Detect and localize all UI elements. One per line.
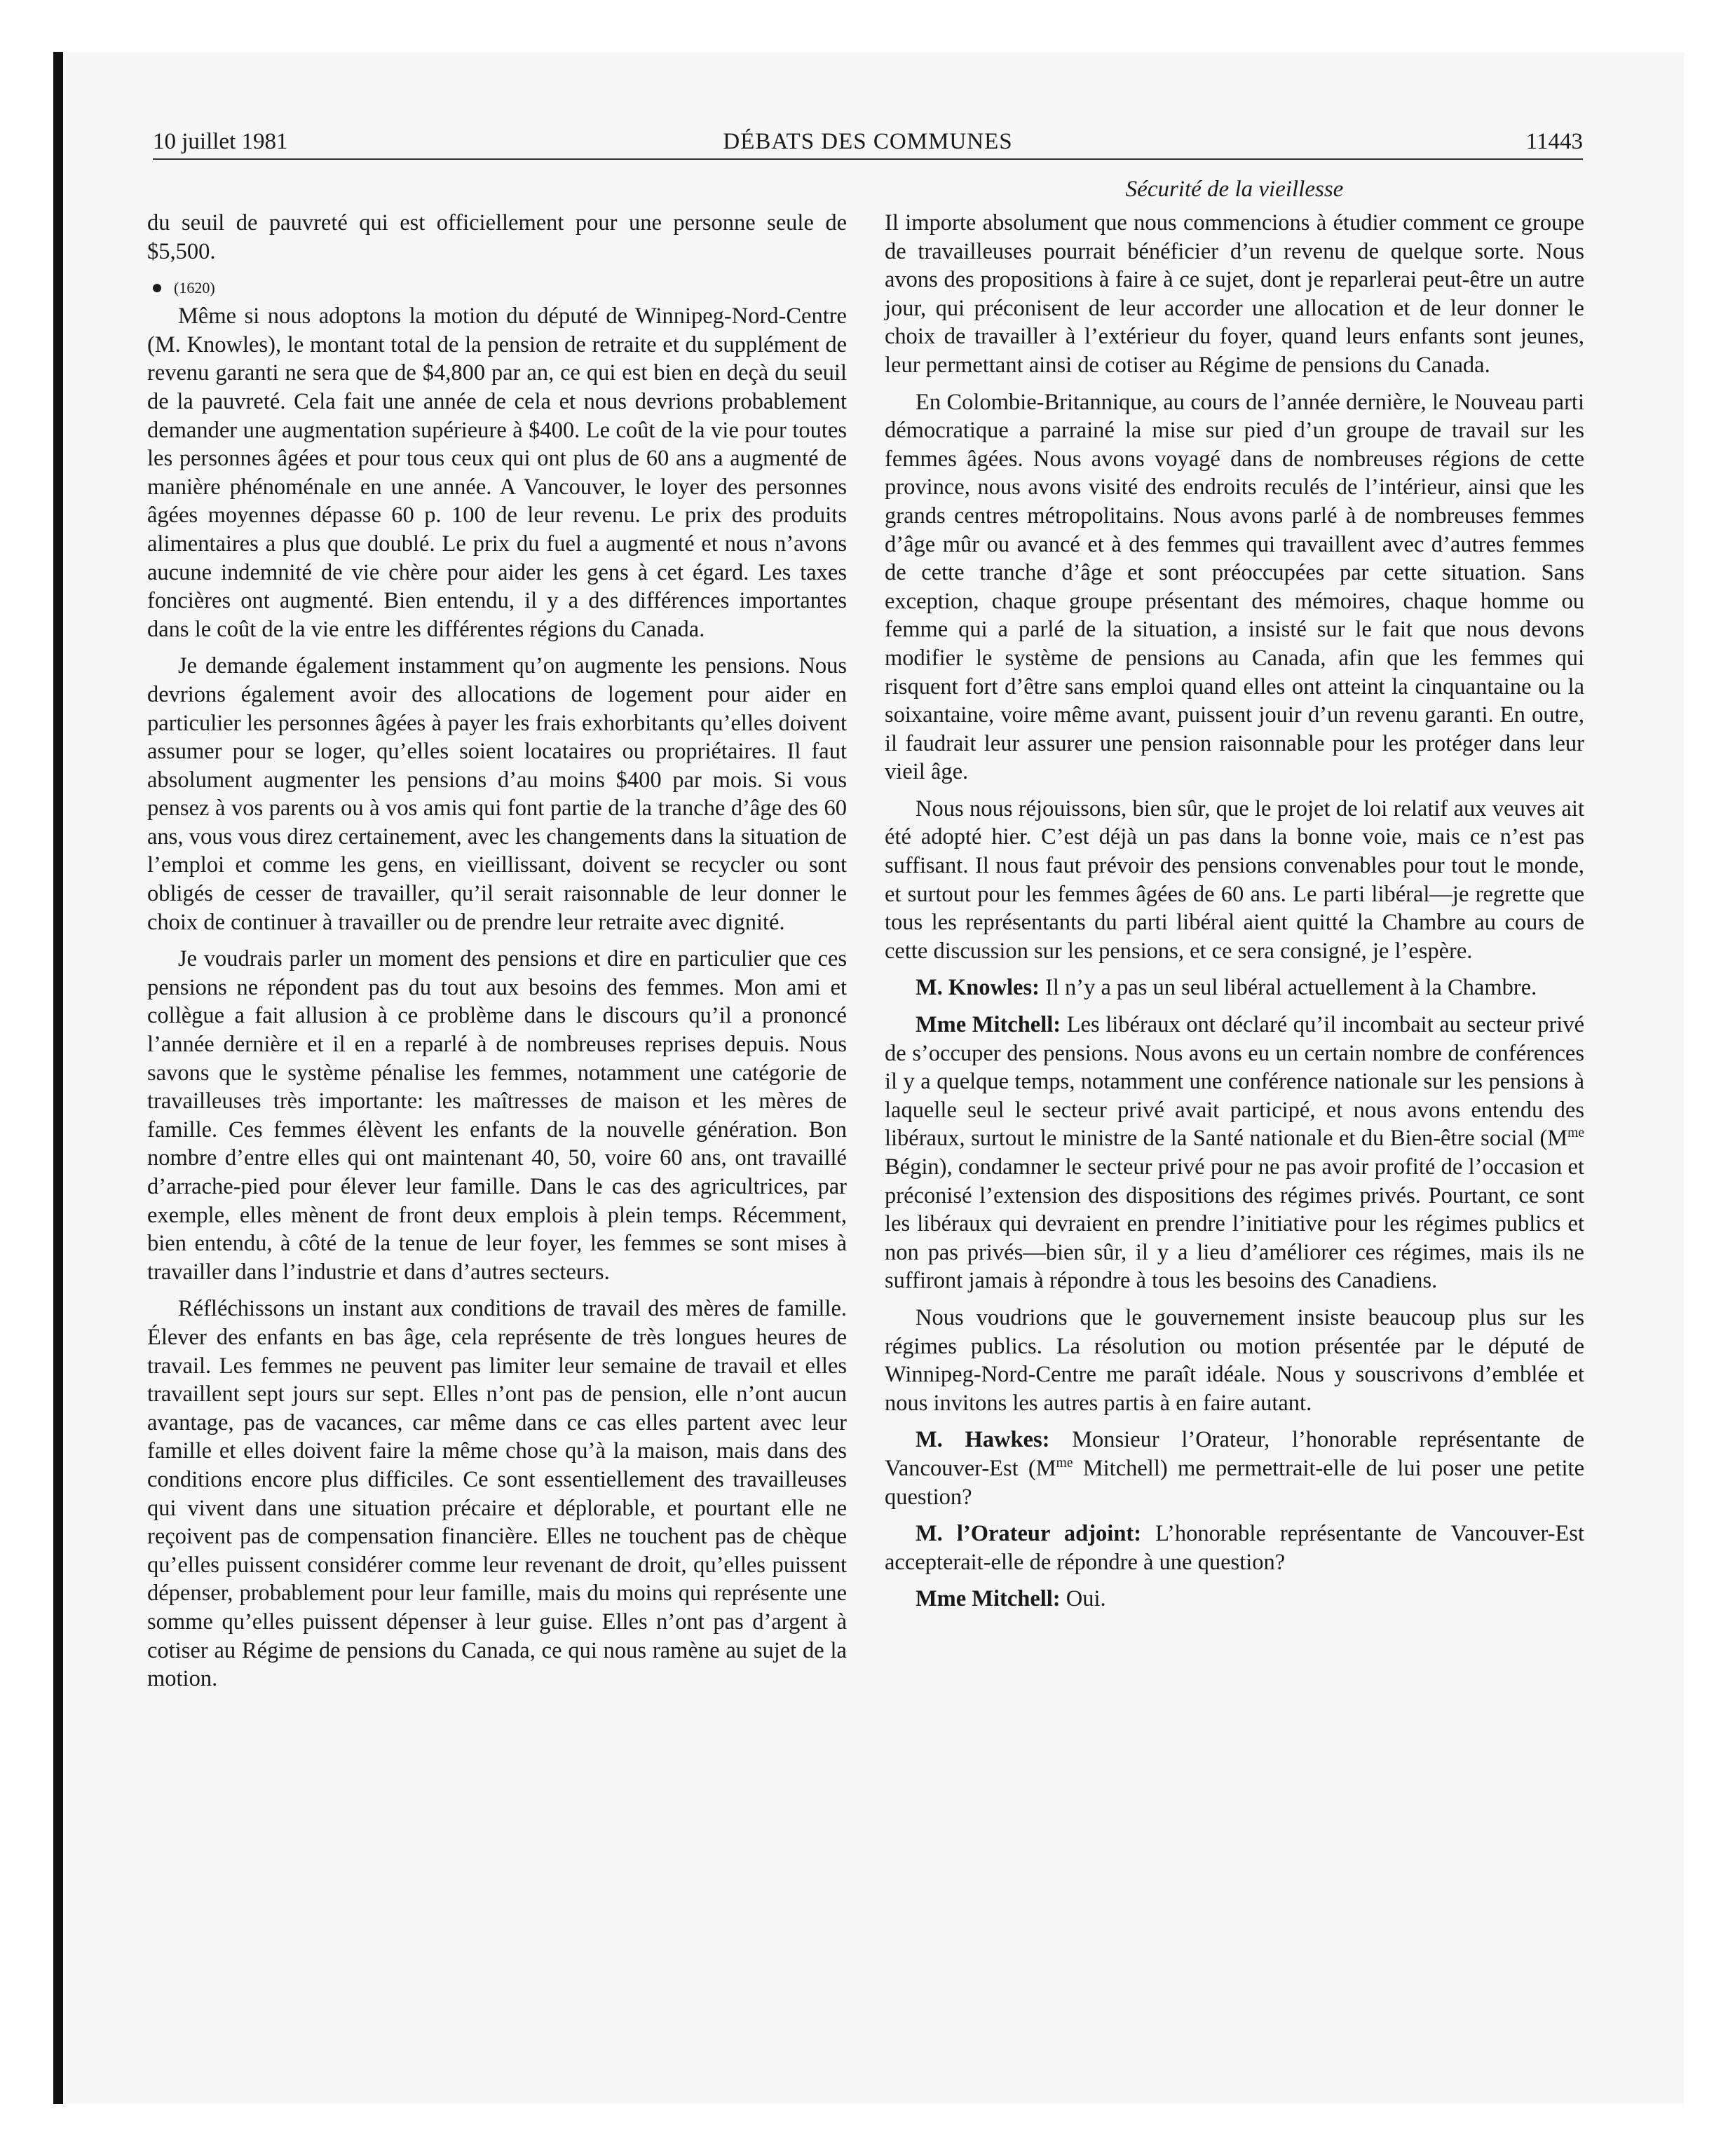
speech-text: L’honorable représentante de Vancouver-Est accepterait-elle de répondre à une question? [885, 1521, 1584, 1575]
paragraph: Je demande également instamment qu’on augmente les pensions. Nous devrions également avoir des allocations de logement pour aider en particulier les personnes âgées à payer les frais exhorbitants qu’elles doivent assumer pour se loger, qu’elles soient locataires ou propriétaires. Il faut absolument augmenter les pensions d’au moins $400 par mois. Si vous pensez à vos parents ou à vos amis qui font partie de la tranche d’âge des 60 ans, vous vous direz certainement, avec les changements dans la situation de l’emploi et comme les gens, en vieillissant, doivent se recycler ou sont obligés de cesser de travailler, qu’il serait raisonnable de leur donner le choix de continuer à travailler ou de prendre leur retraite avec dignité. [147, 653, 847, 935]
time-marker [153, 274, 847, 302]
right-column [885, 209, 1584, 1622]
speech-text: Monsieur l’Orateur, l’honorable représentante de Vancouver-Est (M [885, 1427, 1585, 1481]
paragraph: Réfléchissons un instant aux conditions de travail des mères de famille. Élever des enfants en bas âge, cela représente de très longues heures de travail. Les femmes ne peuvent pas limiter leur semaine de travail et elles travaillent sept jours sur sept. Elles n’ont pas de pension, elle n’ont aucun avantage, pas de vacances, car même dans ce cas elles partent avec leur famille et elles doivent faire la même chose qu’à la maison, mais dans des conditions encore plus difficiles. Ce sont essentiellement des travailleuses qui vivent dans une situation précaire et déplorable, et pourtant elle ne reçoivent pas de compensation financière. Elles ne touchent pas de chèque qu’elles puissent considérer comme leur revenant de droit, qu’elles puissent dépenser, probablement pour leur famille, mais du moins qui représente une somme qu’elles puissent dépenser à leur guise. Elles n’ont pas d’argent à cotiser au Régime de pensions du Canada, ce qui nous ramène au sujet de la motion. [147, 1296, 847, 1692]
speaker-name: Mme Mitchell: [916, 1012, 1061, 1038]
speech-mitchell-reply [885, 1585, 1584, 1613]
bullet-icon [153, 284, 161, 292]
speaker-name: Mme Mitchell: [916, 1586, 1061, 1612]
speaker-name: M. l’Orateur adjoint: [916, 1521, 1142, 1547]
header-title: DÉBATS DES COMMUNES [723, 129, 1013, 154]
speech-text: Les libéraux ont déclaré qu’il incombait au secteur privé de s’occuper des pensions. Nous avons eu un certain nombre de conférences il y a quelque temps, notamment une conférence nationale sur les pensions à laquelle seul le secteur privé avait participé, et nous avons entendu des libéraux, surtout le ministre de la Santé nationale et du Bien-être social (M [885, 1012, 1584, 1152]
speech-orateur-adjoint [885, 1520, 1584, 1576]
paragraph: du seuil de pauvreté qui est officiellement pour une personne seule de $5,500. [147, 210, 847, 264]
speaker-name: M. Knowles: [916, 975, 1040, 1001]
paragraph: Même si nous adoptons la motion du député de Winnipeg-Nord-Centre (M. Knowles), le montant total de la pension de retraite et du supplément de revenu garanti ne sera que de $4,800 par an, ce qui est bien en deçà du seuil de la pauvreté. Cela fait une année de cela et nous devrions probablement demander une augmentation supérieure à $400. Le coût de la vie pour toutes les personnes âgées et pour tous ceux qui ont plus de 60 ans a augmenté de manière phénoménale en une année. A Vancouver, le loyer des personnes âgées moyennes dépasse 60 p. 100 de leur revenu. Le prix des produits alimentaires a plus que doublé. Le prix du fuel a augmenté et nous n’avons aucune indemnité de vie chère pour aider les gens à cet égard. Les taxes foncières ont augmenté. Bien entendu, il y a des différences importantes dans le coût de la vie entre les différentes régions du Canada. [147, 303, 847, 642]
speech-text: Il n’y a pas un seul libéral actuellement à la Chambre. [1039, 975, 1537, 1001]
speech-text: Bégin), condamner le secteur privé pour ne pas avoir profité de l’occasion et préconisé l’extension des dispositions des régimes privés. Pourtant, ce sont les libéraux qui devraient en prendre l’initiative pour les régimes publics et non pas privés—bien sûr, il y a lieu d’améliorer ces régimes, mais ils ne suffiront jamais à répondre à tous les besoins des Canadiens. [885, 1154, 1584, 1294]
paragraph: Nous voudrions que le gouvernement insiste beaucoup plus sur les régimes publics. La résolution ou motion présentée par le député de Winnipeg-Nord-Centre me paraît idéale. Nous y souscrivons d’emblée et nous invitons les autres partis à en faire autant. [885, 1304, 1584, 1416]
paragraph: Il importe absolument que nous commencions à étudier comment ce groupe de travailleuses pourrait bénéficier d’un revenu de quelque sorte. Nous avons des propositions à faire à ce sujet, dont je reparlerai peut-être un autre jour, qui préconisent de leur accorder une allocation et de leur donner le choix de travailler à l’extérieur du foyer, quand leurs enfants sont jeunes, leur permettant ainsi de cotiser au Régime de pensions du Canada. [885, 210, 1584, 378]
time-marker-label: (1620) [174, 279, 215, 297]
speech-mitchell [885, 1011, 1584, 1295]
section-title: Sécurité de la vieillesse [1125, 177, 1344, 202]
speech-hawkes [885, 1426, 1584, 1511]
speech-text: Oui. [1060, 1586, 1106, 1612]
speaker-name: M. Hawkes: [916, 1427, 1050, 1453]
superscript: me [1056, 1456, 1073, 1471]
page-header [153, 128, 1583, 160]
header-date: 10 juillet 1981 [153, 129, 288, 154]
left-column [147, 209, 847, 1702]
paragraph: En Colombie-Britannique, au cours de l’année dernière, le Nouveau parti démocratique a parrainé la mise sur pied d’un groupe de travail sur les femmes âgées. Nous avons voyagé dans de nombreuses régions de cette province, nous avons visité des endroits reculés de l’intérieur, ainsi que les grands centres métropolitains. Nous avons parlé à de nombreuses femmes d’âge mûr ou avancé et à des femmes qui travaillent avec d’autres femmes de cette tranche d’âge et sont préoccupées par cette situation. Sans exception, chaque groupe présentant des mémoires, chaque homme ou femme qui a parlé de la situation, a insisté sur le fait que nous devons modifier le système de pensions au Canada, afin que les femmes qui risquent fort d’être sans emploi quand elles ont atteint la cinquantaine ou la soixantaine, voire même avant, puissent jouir d’un revenu garanti. En outre, il faudrait leur assurer une pension raisonnable pour les protéger dans leur vieil âge. [885, 389, 1584, 785]
speech-text: Mitchell) me permettrait-elle de lui poser une petite question? [885, 1455, 1585, 1510]
paragraph: Nous nous réjouissons, bien sûr, que le projet de loi relatif aux veuves ait été adopté hier. C’est déjà un pas dans la bonne voie, mais ce n’est pas suffisant. Il nous faut prévoir des pensions convenables pour tout le monde, et surtout pour les femmes âgées de 60 ans. Le parti libéral—je regrette que tous les représentants du parti libéral aient quitté la Chambre au cours de cette discussion sur les pensions, et ce sera consigné, je l’espère. [885, 796, 1584, 964]
page-number: 11443 [1525, 129, 1583, 154]
speech-knowles [885, 974, 1584, 1002]
paragraph: Je voudrais parler un moment des pensions et dire en particulier que ces pensions ne répondent pas du tout aux besoins des femmes. Mon ami et collègue a fait allusion à ce problème dans le discours qu’il a prononcé l’année dernière et il en a reparlé à de nombreuses reprises depuis. Nous savons que le système pénalise les femmes, notamment une catégorie de travailleuses très importante: les maîtresses de maison et les mères de famille. Ces femmes élèvent les enfants de la nouvelle génération. Bon nombre d’entre elles qui ont maintenant 40, 50, voire 60 ans, ont travaillé d’arrache-pied pour élever leur famille. Dans le cas des agricultrices, par exemple, elles mènent de front deux emplois à plein temps. Récemment, bien entendu, à côté de la tenue de leur foyer, les femmes se sont mises à travailler dans l’industrie et dans d’autres secteurs. [147, 946, 847, 1285]
superscript: me [1567, 1126, 1584, 1141]
